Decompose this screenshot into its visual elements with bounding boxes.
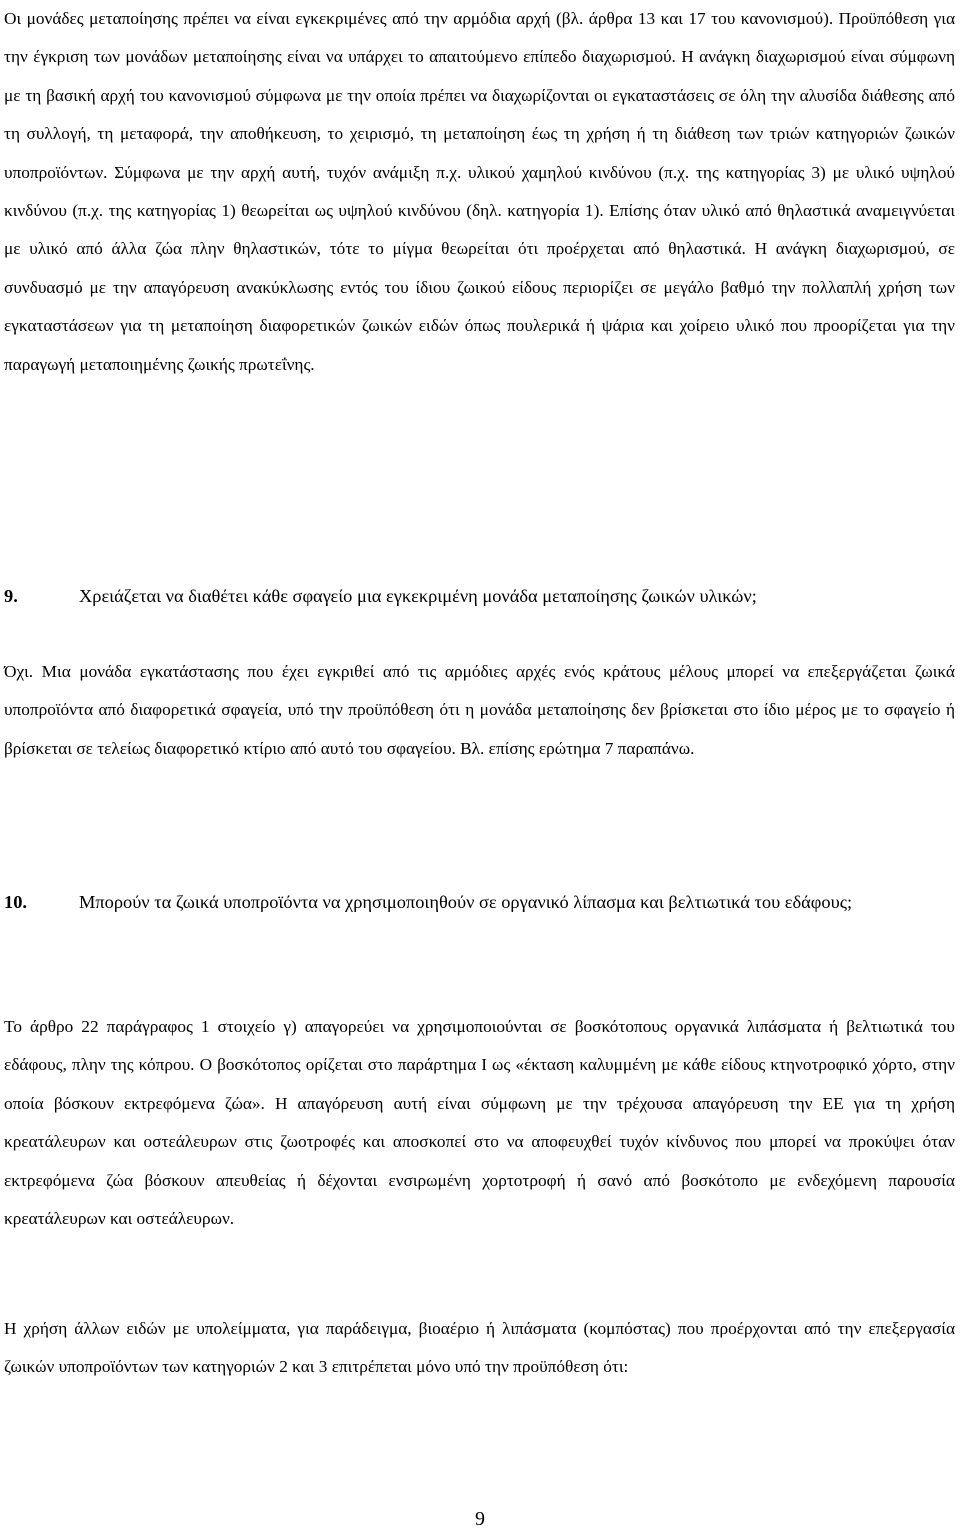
question-10 (4, 880, 852, 925)
answer-9-paragraph: Όχι. Μια μονάδα εγκατάστασης που έχει εγκριθεί από τις αρμόδιες αρχές ενός κράτους μέλους μπορεί να επεξεργάζεται ζωικά υποπροϊόντα από διαφορετικά σφαγεία, υπό την προϋπόθεση ότι η μονάδα μεταποίησης δεν βρίσκεται στο ίδιο μέρος με το σφαγείο ή βρίσκεται σε τελείως διαφορετικό κτίριο από αυτό του σφαγείου. Βλ. επίσης ερώτημα 7 παραπάνω. (4, 662, 955, 758)
page-number: 9 (475, 1508, 485, 1530)
answer-10-paragraph: Το άρθρο 22 παράγραφος 1 στοιχείο γ) απαγορεύει να χρησιμοποιούνται σε βοσκότοπους οργανικά λιπάσματα ή βελτιωτικά του εδάφους, πλην της κόπρου. Ο βοσκότοπος ορίζεται στο παράρτημα I ως «έκταση καλυμμένη με κάθε είδους κτηνοτροφικό χόρτο, στην οποία βόσκουν εκτρεφόμενα ζώα». Η απαγόρευση αυτή είναι σύμφωνη με την τρέχουσα απαγόρευση την ΕΕ για τη χρήση κρεατάλευρων και οστεάλευρων στις ζωοτροφές και αποσκοπεί στο να αποφευχθεί τυχόν κίνδυνος που μπορεί να προκύψει όταν εκτρεφόμενα ζώα βόσκουν απευθείας ή δέχονται ενσιρωμένη χορτοτροφή ή σανό από βοσκότοπο με ενδεχόμενη παρουσία κρεατάλευρων και οστεάλευρων. (4, 1017, 955, 1229)
conditions-paragraph: Η χρήση άλλων ειδών με υπολείμματα, για παράδειγμα, βιοαέριο ή λιπάσματα (κομπόστας) που προέρχονται από την επεξεργασία ζωικών υποπροϊόντων των κατηγοριών 2 και 3 επιτρέπεται μόνο υπό την προϋπόθεση ότι: (4, 1319, 955, 1377)
question-10-number: 10. (4, 892, 27, 912)
question-9 (4, 576, 757, 618)
question-10-text: Μπορούν τα ζωικά υποπροϊόντα να χρησιμοποιηθούν σε οργανικό λίπασμα και βελτιωτικά του εδάφους; (79, 892, 853, 912)
paragraph-processing-plants: Οι μονάδες μεταποίησης πρέπει να είναι εγκεκριμένες από την αρμόδια αρχή (βλ. άρθρα 13 και 17 του κανονισμού). Προϋπόθεση για την έγκριση των μονάδων μεταποίησης είναι να υπάρχει το απαιτούμενο επίπεδο διαχωρισμού. Η ανάγκη διαχωρισμού είναι σύμφωνη με τη βασική αρχή του κανονισμού σύμφωνα με την οποία πρέπει να διαχωρίζονται οι εγκαταστάσεις σε όλη την αλυσίδα διάθεσης από τη συλλογή, τη μεταφορά, την αποθήκευση, το χειρισμό, τη μεταποίηση έως τη χρήση ή τη διάθεση των τριών κατηγοριών ζωικών υποπροϊόντων. Σύμφωνα με την αρχή αυτή, τυχόν ανάμιξη π.χ. υλικού χαμηλού κινδύνου (π.χ. της κατηγορίας 3) με υλικό υψηλού κινδύνου (π.χ. της κατηγορίας 1) θεωρείται ως υψηλού κινδύνου (δηλ. κατηγορία 1). Επίσης όταν υλικό από θηλαστικά αναμειγνύεται με υλικό από άλλα ζώα πλην θηλαστικών, τότε το μίγμα θεωρείται ότι προέρχεται από θηλαστικά. Η ανάγκη διαχωρισμού, σε συνδυασμό με την απαγόρευση ανακύκλωσης εντός του ίδιου ζωικού είδους περιορίζει σε μεγάλο βαθμό την πολλαπλή χρήση των εγκαταστάσεων για τη μεταποίηση διαφορετικών ζωικών ειδών όπως πουλερικά ή ψάρια και χοίρειο υλικό που προορίζεται για την παραγωγή μεταποιημένης ζωικής πρωτεΐνης. (4, 9, 955, 374)
question-9-number: 9. (4, 586, 18, 606)
question-9-text: Χρειάζεται να διαθέτει κάθε σφαγείο μια εγκεκριμένη μονάδα μεταποίησης ζωικών υλικών; (79, 586, 757, 606)
